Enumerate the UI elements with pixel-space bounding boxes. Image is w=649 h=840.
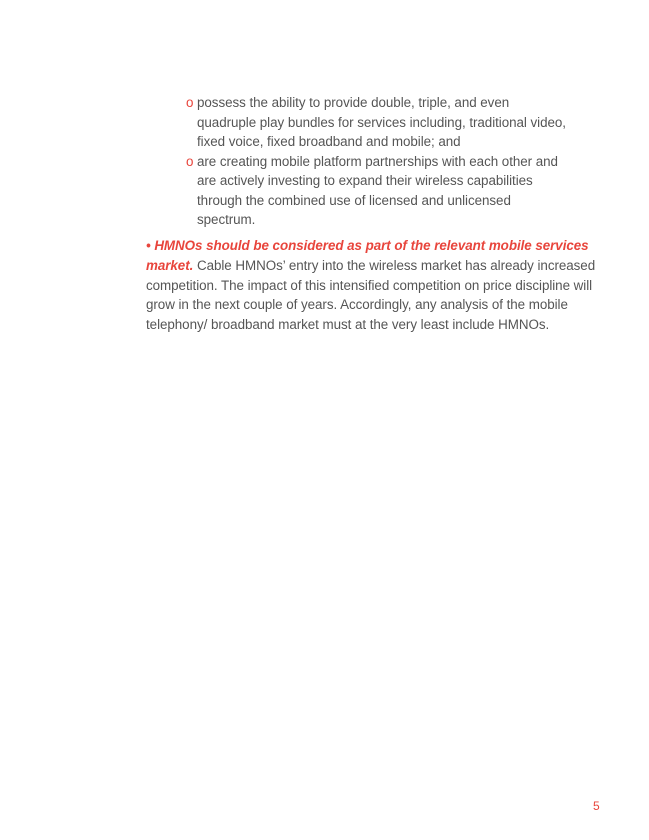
sub-bullet-text: possess the ability to provide double, triple, and even quadruple play bundles for services including, traditional video, fixed voice, fixed broadband and mobile; and <box>197 95 566 149</box>
bullet-marker: • <box>146 238 151 253</box>
page-number: 5 <box>593 799 600 813</box>
sub-bullet-list <box>186 93 566 230</box>
sub-bullet-text: are creating mobile platform partnerships with each other and are actively investing to expand their wireless capabilities through the combined use of licensed and unlicensed spectrum. <box>197 153 558 227</box>
body-text: Cable HMNOs’ entry into the wireless market has already increased competition. The impact of this intensified competition on price discipline will grow in the next couple of years. Accordingly, any analysis of the mobile telephony/ broadband market must at the very least include HMNOs. <box>146 257 596 333</box>
lead-statement: HMNOs should be considered as part of the relevant mobile services market. <box>146 238 589 273</box>
sub-bullet-item <box>186 93 566 152</box>
sub-bullet-item <box>186 152 566 230</box>
sub-bullet-marker: o <box>186 95 194 110</box>
main-bullet-paragraph <box>146 236 616 335</box>
sub-bullet-marker: o <box>186 153 194 169</box>
